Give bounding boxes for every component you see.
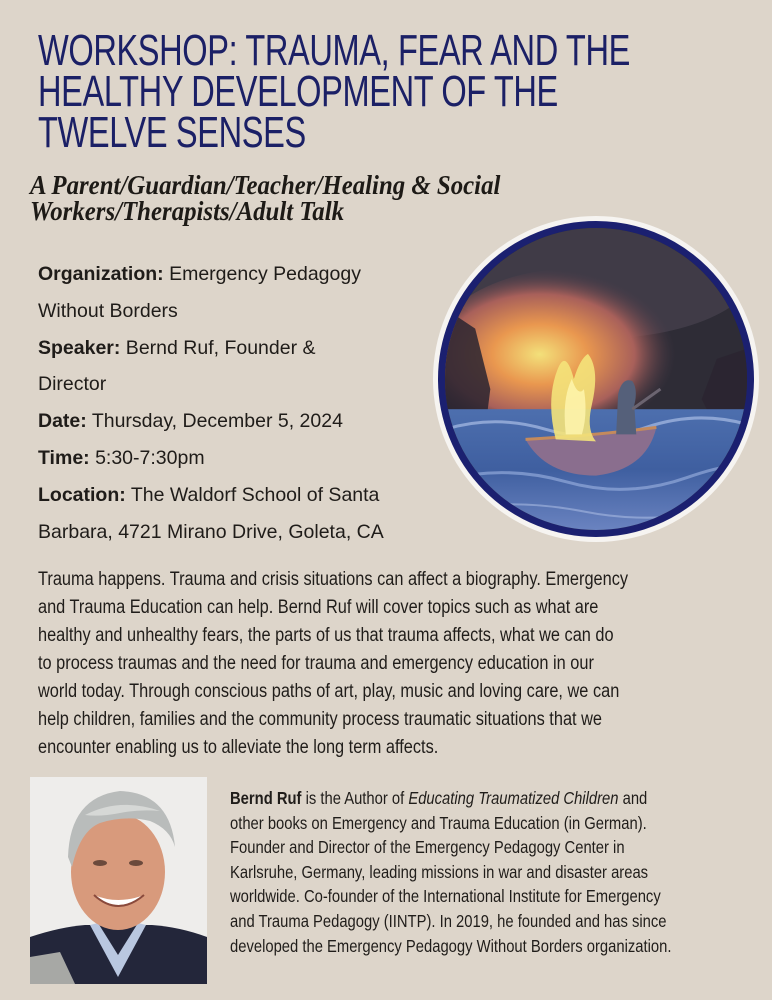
description-line: healthy and unhealthy fears, the parts of us that trauma affects, what we can do [38, 625, 614, 646]
description-line: world today. Through conscious paths of art, play, music and loving care, we can [38, 681, 620, 702]
bio-line: worldwide. Co-founder of the International Institute for Emergency [230, 886, 661, 907]
description-line: and Trauma Education can help. Bernd Ruf will cover topics such as what are [38, 597, 599, 618]
location-row [38, 477, 458, 514]
title-line: HEALTHY DEVELOPMENT OF THE [38, 67, 558, 116]
bio-name: Bernd Ruf [230, 788, 302, 808]
bio-line: Karlsruhe, Germany, leading missions in war and disaster areas [230, 861, 649, 882]
organization-row-cont: Without Borders [38, 299, 178, 322]
date-row [38, 403, 458, 440]
description-line: help children, families and the community process traumatic situations that we [38, 709, 602, 730]
date-label: Date: [38, 410, 87, 433]
bio-text: is the Author of [301, 788, 409, 808]
workshop-description [38, 566, 762, 762]
description-line: Trauma happens. Trauma and crisis situations can affect a biography. Emergency [38, 569, 629, 590]
time-row [38, 440, 458, 477]
subtitle-line: Workers/Therapists/Adult Talk [30, 196, 345, 226]
subtitle-line: A Parent/Guardian/Teacher/Healing & Social [30, 170, 501, 200]
speaker-photo [30, 777, 207, 984]
speaker-row [38, 330, 458, 367]
bio-line: developed the Emergency Pedagogy Without Borders organization. [230, 935, 672, 956]
description-line: encounter enabling us to alleviate the long term affects. [38, 737, 439, 758]
organization-row [38, 256, 458, 293]
event-details [38, 256, 458, 550]
organization-value: Emergency Pedagogy [163, 263, 361, 285]
audience-subtitle [30, 172, 500, 224]
bio-text: and [618, 788, 648, 808]
time-label: Time: [38, 446, 90, 469]
title-line: WORKSHOP: TRAUMA, FEAR AND THE [38, 26, 630, 75]
location-row-cont: Barbara, 4721 Mirano Drive, Goleta, CA [38, 520, 384, 543]
boat-painting-image [438, 221, 754, 537]
speaker-bio [230, 786, 756, 958]
location-value: The Waldorf School of Santa [125, 483, 380, 506]
workshop-title [38, 26, 630, 157]
speaker-row-cont: Director [38, 373, 107, 396]
location-label: Location: [38, 483, 126, 506]
speaker-label: Speaker: [38, 336, 121, 359]
bio-line: and Trauma Pedagogy (IINTP). In 2019, he founded and has since [230, 910, 667, 931]
title-line: TWELVE SENSES [38, 108, 306, 157]
organization-label: Organization: [38, 263, 164, 285]
description-line: to process traumas and the need for trauma and emergency education in our [38, 653, 594, 674]
painting-frame [433, 216, 759, 542]
bio-line: Founder and Director of the Emergency Pedagogy Center in [230, 837, 625, 858]
date-value: Thursday, December 5, 2024 [86, 410, 343, 433]
boat-painting-art [445, 228, 747, 530]
bio-line: other books on Emergency and Trauma Education (in German). [230, 812, 647, 833]
speaker-value: Bernd Ruf, Founder & [120, 336, 316, 359]
speaker-portrait [30, 777, 207, 984]
book-title: Educating Traumatized Children [408, 788, 619, 808]
bio-line [230, 786, 756, 811]
time-value: 5:30-7:30pm [89, 446, 205, 469]
